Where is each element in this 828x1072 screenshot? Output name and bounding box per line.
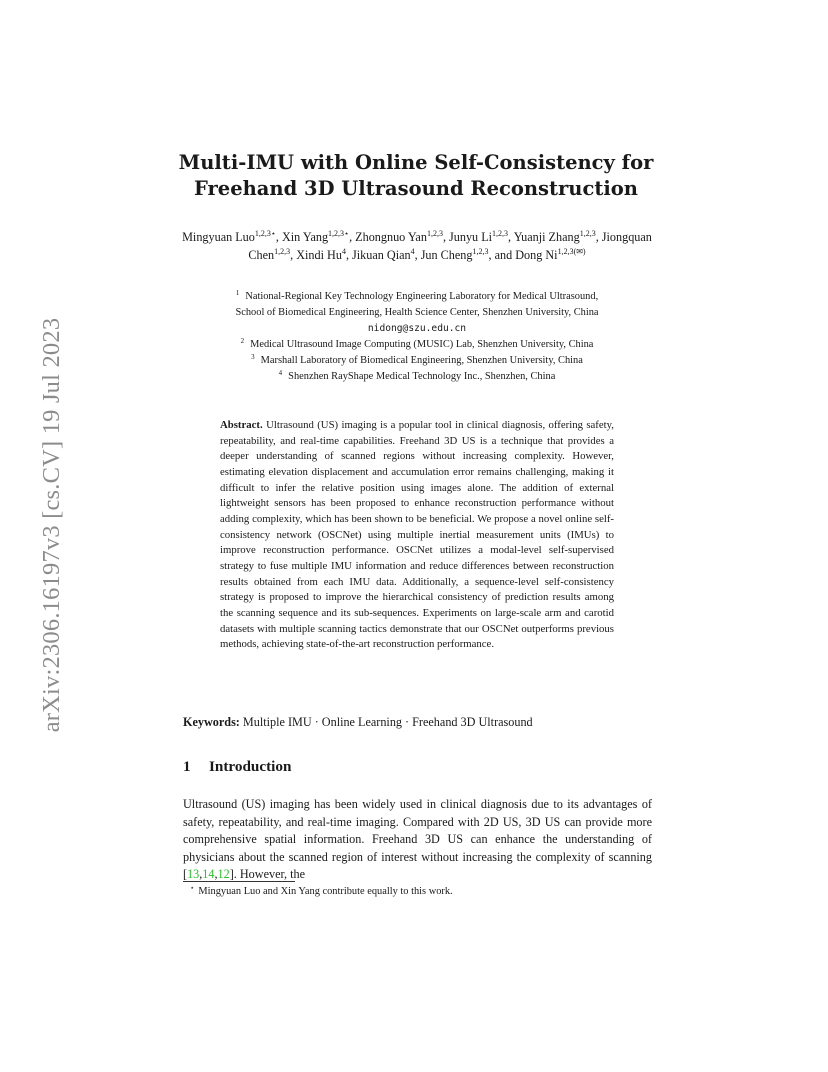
- author-list: [178, 228, 656, 264]
- author-name: Jiongquan Chen: [248, 230, 652, 262]
- keywords-text: Multiple IMU · Online Learning · Freehand 3D Ultrasound: [242, 715, 533, 729]
- author-affiliation-marks: 1,2,3: [472, 247, 489, 256]
- footnote-rule: [183, 881, 295, 882]
- intro-tail: ]. However, the: [229, 867, 306, 882]
- citation-link[interactable]: 12: [217, 867, 230, 882]
- affiliation-text: Medical Ultrasound Image Computing (MUSIC) Lab, Shenzhen University, China: [250, 339, 594, 350]
- author-affiliation-marks: 1,2,3⋆: [254, 229, 276, 238]
- author-affiliation-marks: 1,2,3⋆: [328, 229, 350, 238]
- affiliation-number: 1: [235, 289, 240, 297]
- affiliation-text: National-Regional Key Technology Engineering Laboratory for Medical Ultrasound,: [245, 291, 599, 302]
- author-separator: ,: [345, 248, 353, 262]
- author-affiliation-marks: 1,2,3: [426, 229, 443, 238]
- author-separator: ,: [349, 230, 356, 244]
- author-separator: ,: [442, 230, 450, 244]
- affiliation-number: 2: [240, 337, 245, 345]
- footnote: [190, 886, 453, 897]
- intro-text: Ultrasound (US) imaging has been widely used in clinical diagnosis due to its advantages of safety, repeatability, and real-time imaging. Compared with 2D US, 3D US can provide more comprehensive spatial information. Freehand 3D US can enhance the understanding of physicians about the scanned region of interest without increasing the complexity of scanning [: [183, 797, 652, 882]
- affiliation-1-cont: School of Biomedical Engineering, Health Science Center, Shenzhen University, China: [235, 307, 599, 318]
- author-name: Jun Cheng: [420, 248, 473, 262]
- section-title: Introduction: [209, 758, 292, 775]
- citation-link[interactable]: 13: [187, 867, 200, 882]
- affiliation-number: 3: [251, 353, 255, 361]
- affiliation-4: [170, 369, 664, 385]
- author-separator: ,: [508, 230, 514, 244]
- author-name: Zhongnuo Yan: [355, 230, 427, 244]
- contact-email[interactable]: nidong@szu.edu.cn: [367, 323, 467, 334]
- affiliation-text: Marshall Laboratory of Biomedical Engineering, Shenzhen University, China: [260, 355, 583, 366]
- author-separator: ,: [290, 248, 297, 262]
- footnote-mark: ⋆: [190, 884, 195, 892]
- citation-link[interactable]: 14: [202, 867, 215, 882]
- keywords: [183, 715, 533, 730]
- footnote-text: Mingyuan Luo and Xin Yang contribute equally to this work.: [198, 886, 453, 897]
- title-line-2: Freehand 3D Ultrasound Reconstruction: [194, 177, 638, 200]
- paper-title: [120, 150, 712, 202]
- affiliation-3: [170, 353, 664, 369]
- keywords-label: Keywords:: [183, 715, 240, 729]
- author-name: Dong Ni: [515, 248, 558, 262]
- abstract-text: Ultrasound (US) imaging is a popular tool in clinical diagnosis, offering safety, repeatability, and real-time capabilities. Freehand 3D US is a technique that provides a deeper understanding of scanned regions without increasing complexity. However, estimating elevation displacement and accumulation error remains challenging, making it difficult to infer the relative position using images alone. The addition of external lightweight sensors has been proposed to enhance reconstruction performance without adding complexity, which has been shown to be beneficial. We propose a novel online self-consistency network (OSCNet) using multiple inertial measurement units (IMUs) to improve reconstruction performance. OSCNet utilizes a modal-level self-supervised strategy to fuse multiple IMU information and reduce differences between reconstruction results obtained from each IMU data. Additionally, a sequence-level self-consistency strategy is proposed to improve the hierarchical consistency of prediction results among the scanning sequence and its sub-sequences. Experiments on large-scale arm and carotid datasets with multiple scanning tactics demonstrate that our OSCNet outperforms previous methods, achieving state-of-the-art reconstruction performance.: [220, 419, 614, 651]
- author-affiliation-marks: 4: [341, 247, 346, 256]
- introduction-paragraph: Ultrasound (US) imaging has been widely used in clinical diagnosis due to its advantages of safety, repeatability, and real-time imaging. Compared with 2D US, 3D US can provide more comprehensive spatial information. Freehand 3D US can enhance the understanding of physicians about the scanned region of interest without increasing the complexity of scanning [13,14,12]. However, the: [183, 797, 652, 882]
- author-name: Jikuan Qian: [352, 248, 411, 262]
- abstract: [220, 418, 614, 653]
- affiliations: [170, 289, 664, 385]
- affiliation-2: [170, 337, 664, 353]
- abstract-label: Abstract.: [220, 419, 263, 431]
- title-line-1: Multi-IMU with Online Self-Consistency for: [178, 151, 654, 174]
- affiliation-1: [170, 289, 664, 305]
- author-name: Yuanji Zhang: [513, 230, 580, 244]
- author-separator: ,: [414, 248, 421, 262]
- author-name: Xin Yang: [281, 230, 329, 244]
- author-affiliation-marks: 1,2,3: [274, 247, 291, 256]
- author-affiliation-marks: 1,2,3: [492, 229, 509, 238]
- author-name: Junyu Li: [449, 230, 493, 244]
- author-affiliation-marks: 1,2,3(✉): [557, 247, 586, 256]
- author-separator: , and: [488, 248, 516, 262]
- section-number: 1: [183, 758, 191, 775]
- author-separator: ,: [275, 230, 282, 244]
- affiliation-text: Shenzhen RayShape Medical Technology Inc., Shenzhen, China: [288, 371, 556, 382]
- author-name: Mingyuan Luo: [182, 230, 255, 244]
- arxiv-identifier: arXiv:2306.16197v3 [cs.CV] 19 Jul 2023: [38, 317, 65, 733]
- author-name: Xindi Hu: [296, 248, 342, 262]
- author-separator: ,: [595, 230, 602, 244]
- affiliation-number: 4: [278, 369, 283, 377]
- section-heading: [183, 758, 291, 776]
- author-affiliation-marks: 4: [410, 247, 415, 256]
- author-affiliation-marks: 1,2,3: [579, 229, 596, 238]
